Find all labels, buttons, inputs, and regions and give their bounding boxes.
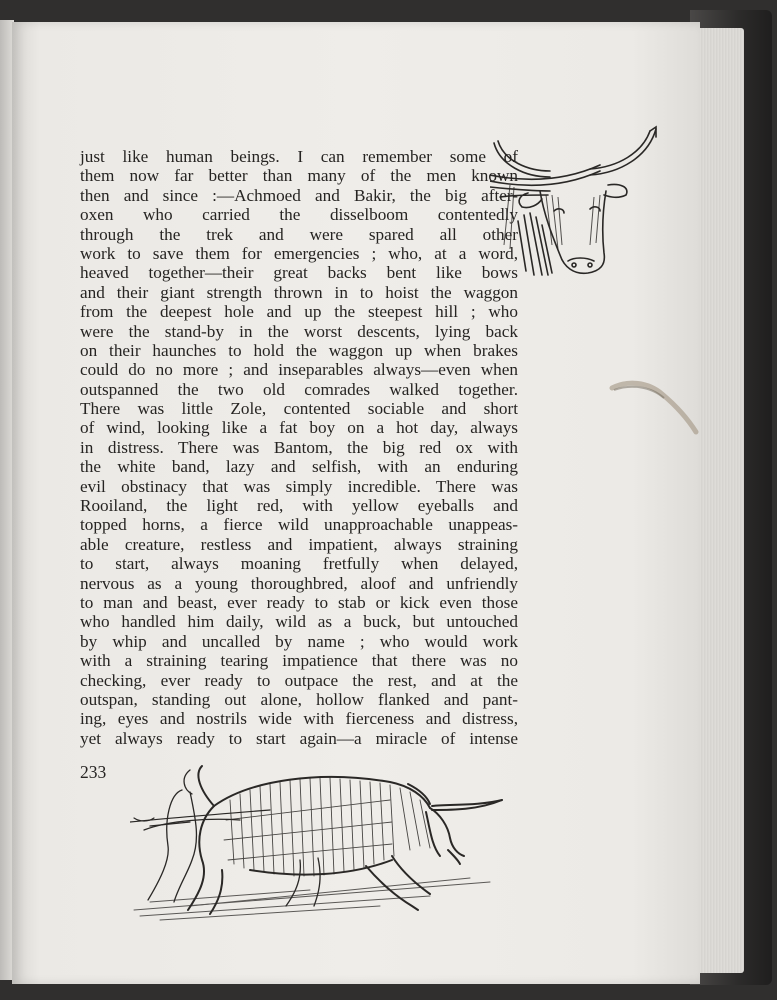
page-smudge xyxy=(608,376,704,436)
text-line: the white band, lazy and selfish, with an enduring xyxy=(80,457,518,477)
text-line: outspanned the two old comrades walked together. xyxy=(80,379,518,399)
text-line: yet always ready to start again—a miracle of intense xyxy=(80,728,518,748)
text-line: ing, eyes and nostrils wide with fierceness and distress, xyxy=(80,709,518,729)
text-line: by whip and uncalled by name ; who would work xyxy=(80,631,518,651)
text-line: nervous as a young thoroughbred, aloof and unfriendly xyxy=(80,573,518,593)
text-line: able creature, restless and impatient, always straining xyxy=(80,534,518,554)
text-line: heaved together—their great backs bent like bows xyxy=(80,263,518,283)
text-line: checking, ever ready to outpace the rest, and at the xyxy=(80,670,518,690)
text-line: in distress. There was Bantom, the big red ox with xyxy=(80,437,518,457)
text-line: who handled him daily, wild as a buck, but untouched xyxy=(80,612,518,632)
text-line: then and since :—Achmoed and Bakir, the big after- xyxy=(80,185,518,205)
text-line: Rooiland, the light red, with yellow eyeballs and xyxy=(80,496,518,516)
text-line: There was little Zole, contented sociable and short xyxy=(80,399,518,419)
text-line: evil obstinacy that was simply incredible. There was xyxy=(80,476,518,496)
charging-ox-illustration xyxy=(130,760,510,930)
text-line: topped horns, a fierce wild unapproachable unappeas- xyxy=(80,515,518,535)
text-line: with a straining tearing impatience that there was no xyxy=(80,651,518,671)
text-line: were the stand-by in the worst descents, lying back xyxy=(80,321,518,341)
text-line: to start, always moaning fretfully when delayed, xyxy=(80,554,518,574)
page-number: 233 xyxy=(80,762,107,782)
text-line: oxen who carried the disselboom contentedly xyxy=(80,205,518,225)
text-line: to man and beast, ever ready to stab or kick even those xyxy=(80,592,518,612)
page-body-text xyxy=(80,147,518,748)
text-line: through the trek and were spared all other xyxy=(80,224,518,244)
text-line: from the deepest hole and up the steepest hill ; who xyxy=(80,302,518,322)
text-line: them now far better than many of the men known xyxy=(80,166,518,186)
text-line: just like human beings. I can remember some of xyxy=(80,147,518,166)
text-line: and their giant strength thrown in to hoist the waggon xyxy=(80,282,518,302)
text-line: work to save them for emergencies ; who, at a word, xyxy=(80,243,518,263)
text-line: outspan, standing out alone, hollow flanked and pant- xyxy=(80,689,518,709)
text-line: could do no more ; and inseparables always—even when xyxy=(80,360,518,380)
text-line: on their haunches to hold the waggon up when brakes xyxy=(80,340,518,360)
text-line: of wind, looking like a fat boy on a hot day, always xyxy=(80,418,518,438)
